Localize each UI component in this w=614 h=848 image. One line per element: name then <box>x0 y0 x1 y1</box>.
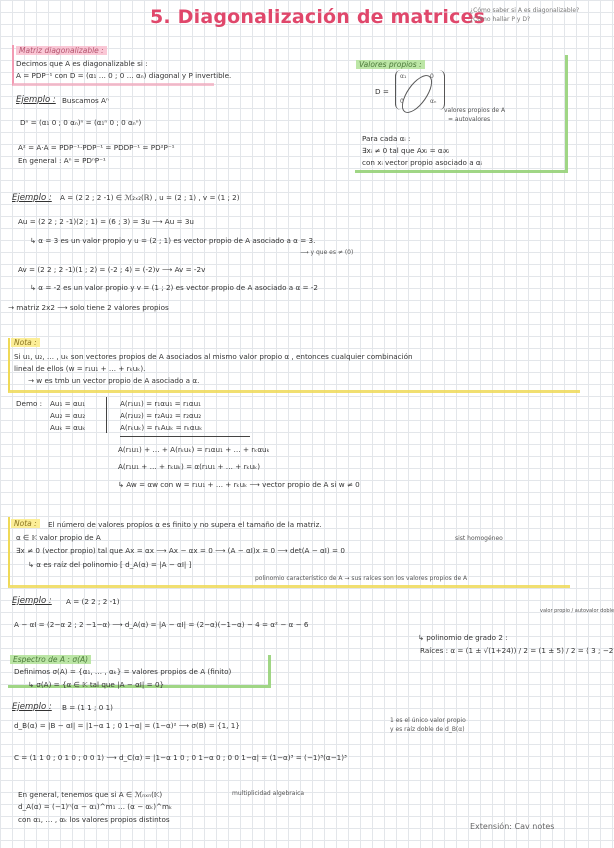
eigenvalues-box <box>355 55 568 173</box>
example-2-line-6: → matriz 2x2 ⟶ solo tiene 2 valores propios <box>8 303 169 312</box>
espectro-line-2: ↳ σ(A) = {α ∈ 𝕂 tal que |A − αI| = 0} <box>28 680 165 689</box>
demo-line-5: A(r₁u₁ + … + rₖuₖ) = α(r₁u₁ + … + rₖuₖ) <box>118 462 261 471</box>
nota-2-line-3: ∃x ≠ 0 (vector propio) tal que Ax = αx ⟶ Ax − αx = 0 ⟶ (A − αI)x = 0 ⟶ det(A − αI) = 0 <box>16 546 345 555</box>
espectro-line-1: Definimos σ(A) = {α₁, … , αₖ} = valores propios de A (finito) <box>14 667 232 676</box>
demo-right-1: A(r₁u₁) = r₁αu₁ = r₁αu₁ <box>120 399 202 408</box>
demo-sum-line <box>120 436 250 437</box>
nota-2-line-1: El número de valores propios α es finito y no supera el tamaño de la matriz. <box>48 520 322 529</box>
general-line-1: En general, tenemos que si A ∈ ℳₙₓₙ(𝕂) <box>18 790 163 799</box>
nota-1-line-3: → w es tmb un vector propio de A asociado a α. <box>28 376 200 385</box>
top-note-2: ¿Cómo hallar P y D? <box>470 16 531 23</box>
example-2-line-3: ↳ α = 3 es un valor propio y u = (2 ; 1) es vector propio de A asociado a α = 3. <box>30 236 316 245</box>
nota-1-heading: Nota : <box>11 338 40 347</box>
eigen-arrow-note-1: valores propios de A <box>444 107 506 114</box>
demo-brace <box>106 397 107 433</box>
eigen-matrix-a11: α₁ <box>400 73 407 80</box>
demo-line-6: ↳ Aw = αw con w = r₁u₁ + … + rₖuₖ ⟶ vector propio de A si w ≠ 0 <box>118 480 360 489</box>
definition-heading: Matriz diagonalizable : <box>16 46 107 55</box>
general-line-1-note: multiplicidad algebraica <box>232 790 305 797</box>
nota-2-line-2: α ∈ 𝕂 valor propio de A <box>16 533 101 542</box>
example-1-line-4: En general : Aⁿ = PDⁿP⁻¹ <box>18 156 106 165</box>
example-3-heading: Ejemplo : <box>12 596 52 606</box>
example-4-line-2: d_B(α) = |B − αI| = |1−α 1 ; 0 1−α| = (1−α)² ⟶ σ(B) = {1, 1} <box>14 721 240 730</box>
example-4-line-1: B = (1 1 ; 0 1) <box>62 703 113 712</box>
footer-signature: Extensión: Cav notes <box>470 822 555 831</box>
example-1-line-3: A² = A·A = PDP⁻¹·PDP⁻¹ = PDDP⁻¹ = PD²P⁻¹ <box>18 143 175 152</box>
example-3-line-3: ↳ polinomio de grado 2 : <box>418 633 508 642</box>
eigen-matrix-a22: αₙ <box>430 98 437 105</box>
example-2-line-1: A = (2 2 ; 2 -1) ∈ ℳ₂ₓ₂(ℝ) , u = (2 ; 1) , v = (1 ; 2) <box>60 193 240 202</box>
example-4-heading: Ejemplo : <box>12 702 52 712</box>
espectro-heading: Espectro de A : σ(A) <box>10 655 91 664</box>
nota-2-line-4-note: polinomio característico de A → sus raíces son los valores propios de A <box>255 575 468 582</box>
demo-left-1: Au₁ = αu₁ <box>50 399 86 408</box>
example-2-line-2: Au = (2 2 ; 2 -1)(2 ; 1) = (6 ; 3) = 3u ⟶ Au = 3u <box>18 217 194 226</box>
demo-left-3: Auₖ = αuₖ <box>50 423 86 432</box>
example-1-line-2: Dⁿ = (α₁ 0 ; 0 αₙ)ⁿ = (α₁ⁿ 0 ; 0 αₙⁿ) <box>20 118 142 127</box>
example-1-heading: Ejemplo : <box>16 95 56 105</box>
definition-line-2: A = PDP⁻¹ con D = (α₁ … 0 ; 0 … αₙ) diagonal y P invertible. <box>16 71 232 80</box>
example-4-line-3: C = (1 1 0 ; 0 1 0 ; 0 0 1) ⟶ d_C(α) = |1−α 1 0 ; 0 1−α 0 ; 0 0 1−α| = (1−α)³ = (−1)³(α−1)³ <box>14 753 347 762</box>
example-4-line-2-note-1: 1 es el único valor propio <box>390 717 466 724</box>
demo-line-4: A(r₁u₁) + … + A(rₖuₖ) = r₁αu₁ + … + rₖαuₖ <box>118 445 270 454</box>
demo-left-2: Au₂ = αu₂ <box>50 411 86 420</box>
eigenvalues-heading: Valores propios : <box>356 60 425 69</box>
page-title: 5. Diagonalización de matrices <box>150 6 486 28</box>
nota-1-line-2: lineal de ellos (w = r₁u₁ + … + rₖuₖ). <box>14 364 146 373</box>
example-3-line-3-note: valor propio / autovalor doble <box>540 608 614 614</box>
demo-right-3: A(rₖuₖ) = rₖAuₖ = rₖαuₖ <box>120 423 203 432</box>
example-2-heading: Ejemplo : <box>12 193 52 203</box>
example-3-line-2: A − αI = (2−α 2 ; 2 −1−α) ⟶ d_A(α) = |A − αI| = (2−α)(−1−α) − 4 = α² − α − 6 <box>14 620 309 629</box>
example-2-line-5: ↳ α = -2 es un valor propio y v = (1 ; 2) es vector propio de A asociado a α = -2 <box>30 283 318 292</box>
definition-line-1: Decimos que A es diagonalizable si : <box>16 59 148 68</box>
nota-2-line-4: ↳ α es raíz del polinomio [ d_A(α) = |A − αI| ] <box>28 560 192 569</box>
eigen-line-3: con xᵢ vector propio asociado a αᵢ <box>362 158 482 167</box>
example-3-line-4: Raíces : α = (1 ± √(1+24)) / 2 = (1 ± 5) / 2 = ⟨ 3 ; −2 <box>420 646 614 655</box>
eigen-matrix-a21: 0 <box>400 98 404 105</box>
eigen-line-2: ∃xᵢ ≠ 0 tal que Axᵢ = αᵢxᵢ <box>362 146 450 155</box>
example-4-line-2-note-2: y es raíz doble de d_B(α) <box>390 726 465 733</box>
general-line-3: con α₁, … , αₖ los valores propios distintos <box>18 815 170 824</box>
example-2-line-3b: ⟶ y que es ≠ (0) <box>300 249 354 256</box>
general-line-2: d_A(α) = (−1)ⁿ(α − α₁)^m₁ … (α − αₖ)^mₖ <box>18 802 173 811</box>
eigen-line-1: Para cada αᵢ : <box>362 134 411 143</box>
nota-1-line-1: Si u₁, u₂, … , uₖ son vectores propios de A asociados al mismo valor propio α , entonces cualquier combinación <box>14 352 413 361</box>
demo-right-2: A(r₂u₂) = r₂Au₂ = r₂αu₂ <box>120 411 202 420</box>
nota-2-line-3-note: sist homogéneo <box>455 535 503 542</box>
eigen-arrow-note-2: = autovalores <box>448 116 491 123</box>
example-2-line-4: Av = (2 2 ; 2 -1)(1 ; 2) = (-2 ; 4) = (-2)v ⟶ Av = -2v <box>18 265 206 274</box>
eigen-matrix-label: D = <box>375 87 389 96</box>
nota-2-heading: Nota : <box>11 519 40 528</box>
eigen-matrix-a12: 0 <box>430 73 434 80</box>
demo-label: Demo : <box>16 399 43 408</box>
example-3-line-1: A = (2 2 ; 2 -1) <box>66 597 120 606</box>
example-1-line-1: Buscamos Aⁿ <box>62 96 109 105</box>
top-note-1: ¿Cómo saber si A es diagonalizable? <box>470 7 580 14</box>
